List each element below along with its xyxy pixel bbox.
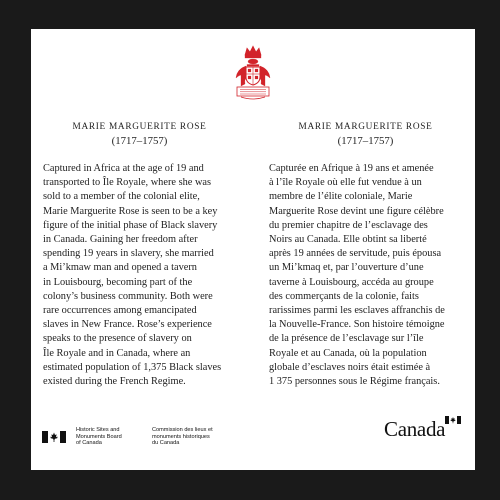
french-line: Royale et au Canada, où la population: [269, 347, 427, 359]
english-line: existed during the French Regime.: [43, 376, 186, 388]
french-line: Capturée en Afrique à 19 ans et amenée: [269, 163, 434, 174]
english-line: Île Royale and in Canada, where an: [43, 347, 191, 359]
french-line: globale d’esclaves noirs était estimée à: [269, 361, 431, 373]
french-line: des commerçants de la colonie, faits: [269, 290, 419, 302]
french-line: taverne à Louisbourg, accéda au groupe: [269, 276, 434, 288]
coat-of-arms-icon: [227, 44, 279, 102]
plaque: [31, 29, 475, 470]
board-en-line: Monuments Board: [76, 433, 122, 440]
french-line: Marguerite Rose devint une figure célèbre: [269, 205, 444, 217]
english-line: Captured in Africa at the age of 19 and: [43, 163, 204, 174]
canada-wordmark: Canada: [384, 417, 446, 441]
board-name-english: [76, 427, 146, 447]
french-line: 1 375 personnes sous le Régime français.: [269, 376, 440, 388]
english-line: a Mi’kmaw man and opened a tavern: [43, 262, 197, 274]
english-dates: (1717–1757): [111, 135, 168, 147]
french-line: de la présence de l’esclavage sur l’île: [269, 333, 424, 345]
english-line: spending 19 years in slavery, she married: [43, 248, 214, 260]
english-line: in Canada. Gaining her freedom after: [43, 234, 198, 246]
wordmark-flag-icon: [445, 416, 461, 424]
coat-of-arms-emblem: [227, 44, 279, 102]
board-en-line: of Canada: [76, 440, 102, 447]
english-line: figure of the initial phase of Black slavery: [43, 219, 218, 231]
board-fr-line: monuments historiques: [152, 433, 210, 440]
french-dates: (1717–1757): [337, 135, 394, 147]
english-line: transported to Île Royale, where she was: [43, 177, 212, 189]
french-body: [269, 162, 462, 389]
hsmbc-signature: [42, 424, 248, 450]
canada-flag-icon: [42, 431, 66, 443]
french-title: MARIE MARGUERITE ROSE: [298, 122, 433, 132]
english-line: sold to a member of the colonial elite,: [43, 191, 200, 203]
french-line: du premier chapitre de l’esclavage des: [269, 219, 428, 231]
board-name-french: [152, 427, 248, 447]
english-line: speaks to the presence of slavery on: [43, 333, 192, 345]
english-line: colony’s business community. Both were: [43, 290, 213, 302]
english-line: estimated population of 1,375 Black slaves: [43, 361, 222, 373]
french-line: Noirs au Canada. Elle obtint sa liberté: [269, 234, 427, 246]
french-column: [269, 120, 462, 389]
french-line: la Nouvelle-France. Son histoire témoigne: [269, 319, 445, 331]
french-line: après 19 années de servitude, puis épousa: [269, 248, 442, 260]
english-line: Marie Marguerite Rose is seen to be a key: [43, 205, 218, 217]
english-line: slaves in New France. Rose’s experience: [43, 319, 212, 331]
french-line: à l’île Royale où elle fut vendue à un: [269, 177, 422, 189]
english-line: in Louisbourg, becoming part of the: [43, 276, 193, 288]
english-line: rare occurrences among emancipated: [43, 305, 197, 317]
board-fr-line: du Canada: [152, 440, 180, 447]
french-line: rarissimes parmi les esclaves affranchis de: [269, 305, 445, 317]
english-column: [43, 120, 236, 389]
french-line: membre de l’élite coloniale, Marie: [269, 191, 413, 203]
english-body: [43, 162, 236, 389]
board-fr-line: Commission des lieux et: [152, 427, 213, 434]
board-en-line: Historic Sites and: [76, 427, 120, 434]
french-line: un Mi’kmaq et, par l’ouverture d’une: [269, 262, 424, 274]
english-title: MARIE MARGUERITE ROSE: [72, 122, 207, 132]
